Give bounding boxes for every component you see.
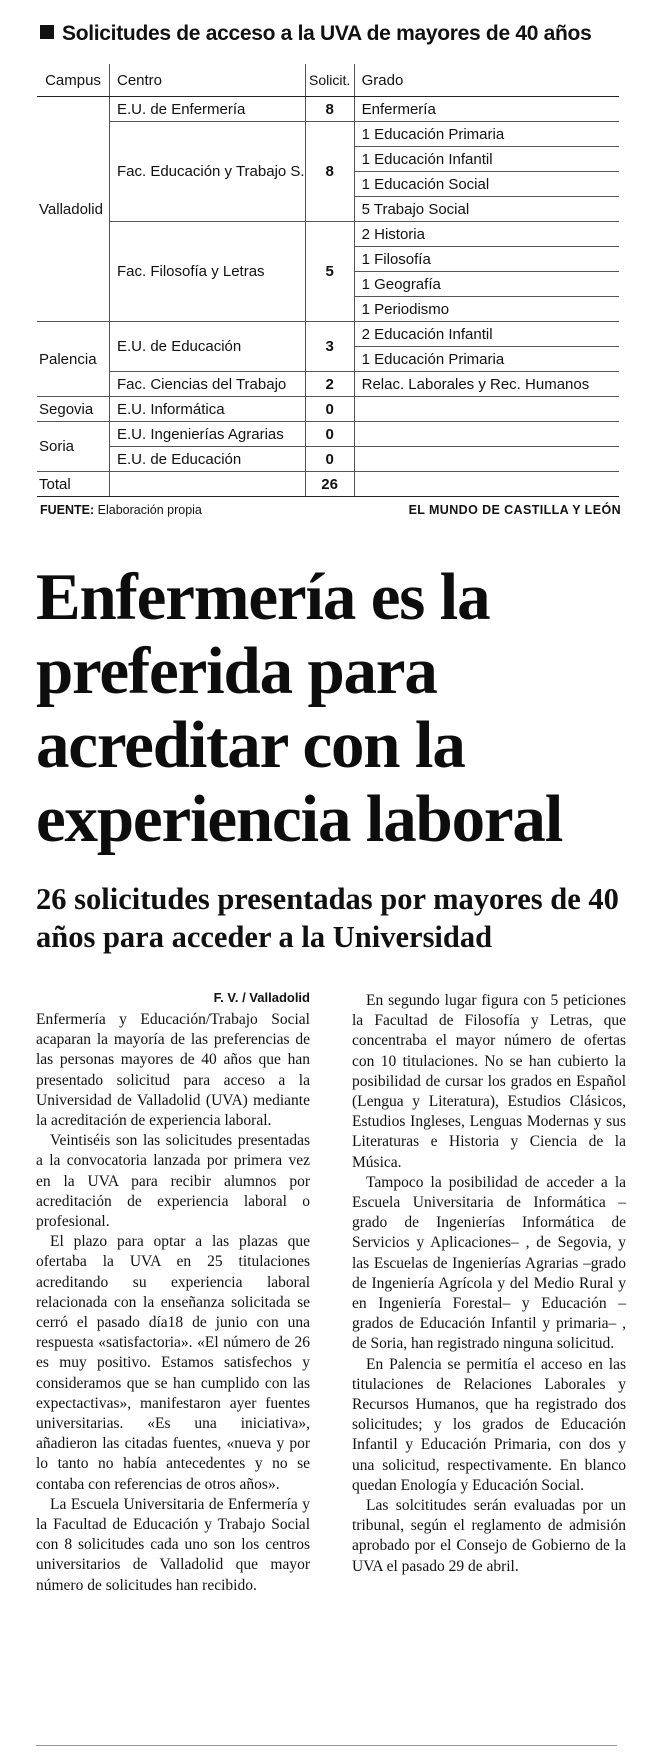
- source-text: Elaboración propia: [94, 503, 202, 517]
- paragraph: En segundo lugar figura con 5 peticiones la Facultad de Filosofía y Letras, que concentraba el mayor número de ofertas con 10 titulaciones. No se han cubierto la posibilidad de cursar los grados en Español (Lengua y Literatura), Estudios Clásicos, Estudios Ingleses, Lenguas Modernas y sus Literaturas e Historia y Ciencia de la Música.: [352, 992, 626, 1171]
- header-grado: Grado: [354, 64, 619, 97]
- solicit-cell: 0: [305, 447, 354, 472]
- grado-cell: [354, 447, 619, 472]
- table-row: [37, 447, 619, 472]
- table-row: [37, 372, 619, 397]
- centro-cell: Fac. Filosofía y Letras: [110, 222, 306, 322]
- solicit-cell: 5: [305, 222, 354, 322]
- paragraph: Las solcititudes serán evaluadas por un tribunal, según el reglamento de admisión aprobado por el Consejo de Gobierno de la UVA el pasado 29 de abril.: [352, 1497, 626, 1575]
- table-title-text: Solicitudes de acceso a la UVA de mayores de 40 años: [62, 22, 592, 45]
- campus-cell: Palencia: [37, 322, 110, 397]
- table-row: [37, 122, 619, 147]
- campus-cell: Segovia: [37, 397, 110, 422]
- grado-cell: Enfermería: [354, 97, 619, 122]
- grado-cell: Relac. Laborales y Rec. Humanos: [354, 372, 619, 397]
- paragraph: La Escuela Universitaria de Enfermería y la Facultad de Educación y Trabajo Social con 8 solicitudes cada uno son los centros universitarios de Valladolid que mayor número de solicitudes han recibido.: [36, 1495, 310, 1594]
- solicit-cell: 8: [305, 97, 354, 122]
- grado-cell: [354, 397, 619, 422]
- grado-cell: 1 Educación Social: [354, 172, 619, 197]
- paragraph: Tampoco la posibilidad de acceder a la Escuela Universitaria de Informática –grado de Ingenierías Informática de Servicios y Aplicaciones– , de Segovia, y las Escuelas de Ingenierías Agrarias –grado de Ingeniería Agrícola y del Medio Rural y en Ingeniería Forestal– y Educación –grados de Educación Infantil y primaria– , de Soria, han registrado ninguna solicitud.: [352, 1173, 626, 1353]
- table-row: [37, 322, 619, 347]
- applications-table: [37, 64, 619, 497]
- square-bullet-icon: [40, 25, 54, 39]
- grado-cell: 1 Educación Primaria: [354, 347, 619, 372]
- header-solicit: Solicit.: [305, 64, 354, 97]
- headline: Enfermería es la preferida para acreditar con la experiencia laboral: [36, 560, 563, 856]
- centro-cell: E.U. Informática: [110, 397, 306, 422]
- byline: F. V. / Valladolid: [213, 990, 310, 1005]
- paragraph: Veintiséis son las solicitudes presentadas a la convocatoria lanzada por primera vez en la UVA para recibir alumnos por acreditación de experiencia laboral o profesional.: [36, 1132, 310, 1231]
- grado-cell: 2 Historia: [354, 222, 619, 247]
- grado-cell: [354, 422, 619, 447]
- centro-cell: Fac. Ciencias del Trabajo: [110, 372, 306, 397]
- paragraph: Enfermería y Educación/Trabajo Social acaparan la mayoría de las preferencias de las personas mayores de 40 años que han presentado solicitud para acceso a la Universidad de Valladolid (UVA) mediante la acreditación de experiencia laboral.: [36, 1011, 310, 1130]
- campus-cell: Soria: [37, 422, 110, 472]
- table-row: [37, 222, 619, 247]
- grado-cell: 1 Geografía: [354, 272, 619, 297]
- total-empty-cell: [110, 472, 306, 497]
- grado-cell: 1 Filosofía: [354, 247, 619, 272]
- total-label: Total: [37, 472, 110, 497]
- article-column-right: [352, 991, 626, 1577]
- paragraph: En Palencia se permitía el acceso en las titulaciones de Relaciones Laborales y Recursos Humanos, que ha registrado dos solicitudes; y los grados de Educación Infantil y Educación Primaria, con dos y una solicitud, respectivamente. En blanco quedan Enología y Educación Social.: [352, 1355, 626, 1494]
- grado-cell: 1 Educación Primaria: [354, 122, 619, 147]
- header-centro: Centro: [110, 64, 306, 97]
- campus-cell: Valladolid: [37, 97, 110, 322]
- solicit-cell: 0: [305, 422, 354, 447]
- table-row: [37, 97, 619, 122]
- article-column-left: [36, 988, 310, 1596]
- table-row: [37, 422, 619, 447]
- solicit-cell: 0: [305, 397, 354, 422]
- grado-cell: 1 Periodismo: [354, 297, 619, 322]
- solicit-cell: 8: [305, 122, 354, 222]
- table-row: [37, 397, 619, 422]
- centro-cell: E.U. Ingenierías Agrarias: [110, 422, 306, 447]
- paragraph: El plazo para optar a las plazas que ofertaba la UVA en 25 titulaciones acreditando su experiencia laboral relacionada con la enseñanza solicitada se cerró el pasado día18 de junio con una respuesta «satisfactoria». «El número de 26 es muy positivo. Estamos satisfechos y consideramos que se han cumplido con las expectactivas», manifestaron ayer fuentes universitarias. «Es una iniciativa», añadieron las citadas fuentes, «nueva y por lo tanto no había antecedentes y no se contaba con referencias de otros años».: [36, 1233, 310, 1493]
- centro-cell: Fac. Educación y Trabajo S.: [110, 122, 306, 222]
- grado-cell: 5 Trabajo Social: [354, 197, 619, 222]
- source-label: FUENTE:: [40, 503, 95, 517]
- total-value: 26: [305, 472, 354, 497]
- solicit-cell: 2: [305, 372, 354, 397]
- centro-cell: E.U. de Educación: [110, 322, 306, 372]
- subheadline: 26 solicitudes presentadas por mayores de 40 años para acceder a la Universidad: [36, 882, 619, 954]
- solicit-cell: 3: [305, 322, 354, 372]
- header-campus: Campus: [37, 64, 110, 97]
- table-title: [40, 22, 640, 46]
- centro-cell: E.U. de Educación: [110, 447, 306, 472]
- publisher-name: EL MUNDO DE CASTILLA Y LEÓN: [408, 503, 621, 517]
- table-header-row: [37, 64, 619, 97]
- centro-cell: E.U. de Enfermería: [110, 97, 306, 122]
- grado-cell: 2 Educación Infantil: [354, 322, 619, 347]
- total-empty-grado: [354, 472, 619, 497]
- total-row: [37, 472, 619, 497]
- grado-cell: 1 Educación Infantil: [354, 147, 619, 172]
- bottom-divider: [36, 1745, 617, 1746]
- source-note: [40, 503, 202, 517]
